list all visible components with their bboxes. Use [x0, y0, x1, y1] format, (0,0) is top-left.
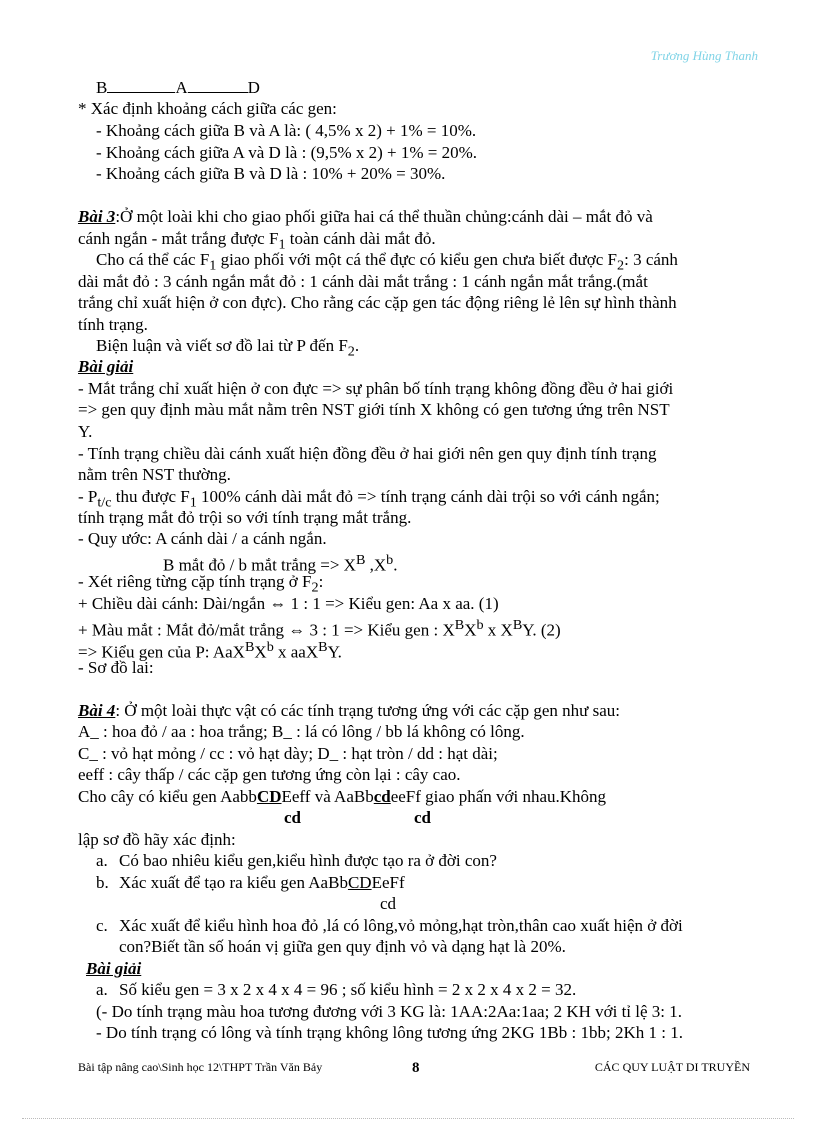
solution-line: => gen quy định màu mắt nằm trên NST giới tính X không có gen tương ứng trên NST [78, 400, 670, 419]
bottom-divider [22, 1118, 794, 1119]
bai4-line: A_ : hoa đỏ / aa : hoa trắng; B_ : lá có lông / bb lá không có lông. [78, 722, 525, 741]
bai4-line: Cho cây có kiểu gen AabbCDEeff và AaBbcdeeFf giao phấn với nhau.Không [78, 787, 607, 806]
denominator-cd: cd [284, 808, 301, 827]
bai4-line: eeff : cây thấp / các cặp gen tương ứng còn lại : cây cao. [78, 765, 461, 784]
solution-line: Y. [78, 422, 93, 441]
solution-line: B mắt đỏ / b mắt trắng => $X^B$ $,X^b$. [163, 552, 398, 575]
bai3-line: Biện luận và viết sơ đồ lai từ P đến $F_2$. [96, 336, 360, 360]
distance-item: - Khoảng cách giữa A và D là : (9,5% x 2) + 1% = 20%. [96, 143, 478, 162]
distance-item: - Khoảng cách giữa B và D là : 10% + 20% = 30%. [96, 164, 446, 183]
bai3-line: Cho cá thể các $F_1$ giao phối với một cá thể đực có kiểu gen chưa biết được $F_2$: 3 cánh [96, 250, 678, 274]
answer-a-text: Số kiểu gen = 3 x 2 x 4 x 4 = 96 ; số kiểu hình = 2 x 2 x 4 x 2 = 32. [119, 980, 577, 999]
footer-right: CÁC QUY LUẬT DI TRUYỀN [594, 1060, 750, 1074]
bai3-line: cánh ngắn - mắt trắng được $F_1$ toàn cánh dài mắt đỏ. [78, 229, 436, 253]
question-c-text: con?Biết tần số hoán vị giữa gen quy định vỏ và dạng hạt là 20%. [119, 937, 566, 956]
footer-left: Bài tập nâng cao\Sinh học 12\THPT Trần Văn Bảy [78, 1060, 323, 1074]
answer-a: a. [96, 980, 108, 999]
bai4-line: lập sơ đồ hãy xác định: [78, 830, 236, 849]
question-c: c. [96, 916, 108, 935]
bai3-solution-label: Bài giải [78, 357, 134, 376]
bai3-line: Bài 3:Ở một loài khi cho giao phối giữa hai cá thể thuần chủng:cánh dài – mắt đỏ và [78, 207, 653, 226]
distance-title: * Xác định khoảng cách giữa các gen: [78, 99, 337, 118]
solution-line: + Chiều dài cánh: Dài/ngắn ⇔ 1 : 1 => Kiểu gen: Aa x aa. (1) [78, 594, 499, 613]
question-a-text: Có bao nhiêu kiểu gen,kiểu hình được tạo ra ở đời con? [119, 851, 497, 870]
question-b-text: Xác xuất để tạo ra kiểu gen AaBbCDEeFf [119, 873, 405, 892]
bai3-line: trắng chỉ xuất hiện ở con đực). Cho rằng các cặp gen tác động riêng lẻ lên sự hình thành [78, 293, 677, 312]
distance-item: - Khoảng cách giữa B và A là: ( 4,5% x 2) + 1% = 10%. [96, 121, 477, 140]
solution-line: - Xét riêng từng cặp tính trạng ở $F_2$: [78, 572, 324, 596]
solution-line: - Quy ước: A cánh dài / a cánh ngắn. [78, 529, 327, 548]
question-c-text: Xác xuất để kiểu hình hoa đỏ ,lá có lông,vỏ mỏng,hạt tròn,thân cao xuất hiện ở đời [119, 916, 683, 935]
bai3-label: Bài 3 [78, 207, 116, 226]
bai4-label: Bài 4 [78, 701, 116, 720]
bai4-line: Bài 4: Ở một loài thực vật có các tính trạng tương ứng với các cặp gen như sau: [78, 701, 621, 720]
gene-order-line: B A D [96, 78, 260, 97]
solution-line: - Sơ đồ lai: [78, 658, 154, 677]
solution-line: tính trạng mắt đỏ trội so với tính trạng mắt trắng. [78, 508, 412, 527]
solution-line: => Kiểu gen của P: $AaX^BX^b$ x aaX$^B$Y. [78, 639, 342, 662]
bai3-line: dài mắt đỏ : 3 cánh ngắn mắt đỏ : 1 cánh dài mắt trắng : 1 cánh ngắn mắt trắng.(mắt [78, 272, 648, 291]
denominator-cd: cd [380, 894, 397, 913]
bai4-line: C_ : vỏ hạt mỏng / cc : vỏ hạt dày; D_ : hạt tròn / dd : hạt dài; [78, 744, 498, 763]
answer-line: (- Do tính trạng màu hoa tương đương với 3 KG là: 1AA:2Aa:1aa; 2 KH với tỉ lệ 3: 1. [96, 1002, 683, 1021]
question-a: a. [96, 851, 108, 870]
page-number: 8 [412, 1060, 420, 1076]
bai3-line: tính trạng. [78, 315, 148, 334]
bai4-solution-label: Bài giải [86, 959, 142, 978]
question-b: b. [96, 873, 109, 892]
solution-line: nằm trên NST thường. [78, 465, 231, 484]
solution-line: - Mắt trắng chỉ xuất hiện ở con đực => sự phân bố tính trạng không đồng đều ở hai giới [78, 379, 674, 398]
denominator-cd: cd [414, 808, 431, 827]
answer-line: - Do tính trạng có lông và tính trạng không lông tương ứng 2KG 1Bb : 1bb; 2Kh 1 : 1. [96, 1023, 683, 1042]
solution-line: + Màu mắt : Mắt đỏ/mắt trắng ⇔ 3 : 1 => Kiểu gen : $X^BX^b$ x $X^BY$. (2) [78, 617, 561, 640]
solution-line: - $P_{t/c}$ thu được $F_1$ 100% cánh dài mắt đỏ => tính trạng cánh dài trội so với cánh ngắn; [78, 487, 660, 511]
solution-line: - Tính trạng chiều dài cánh xuất hiện đồng đều ở hai giới nên gen quy định tính trạng [78, 444, 657, 463]
author-header: Trương Hùng Thanh [650, 48, 758, 63]
